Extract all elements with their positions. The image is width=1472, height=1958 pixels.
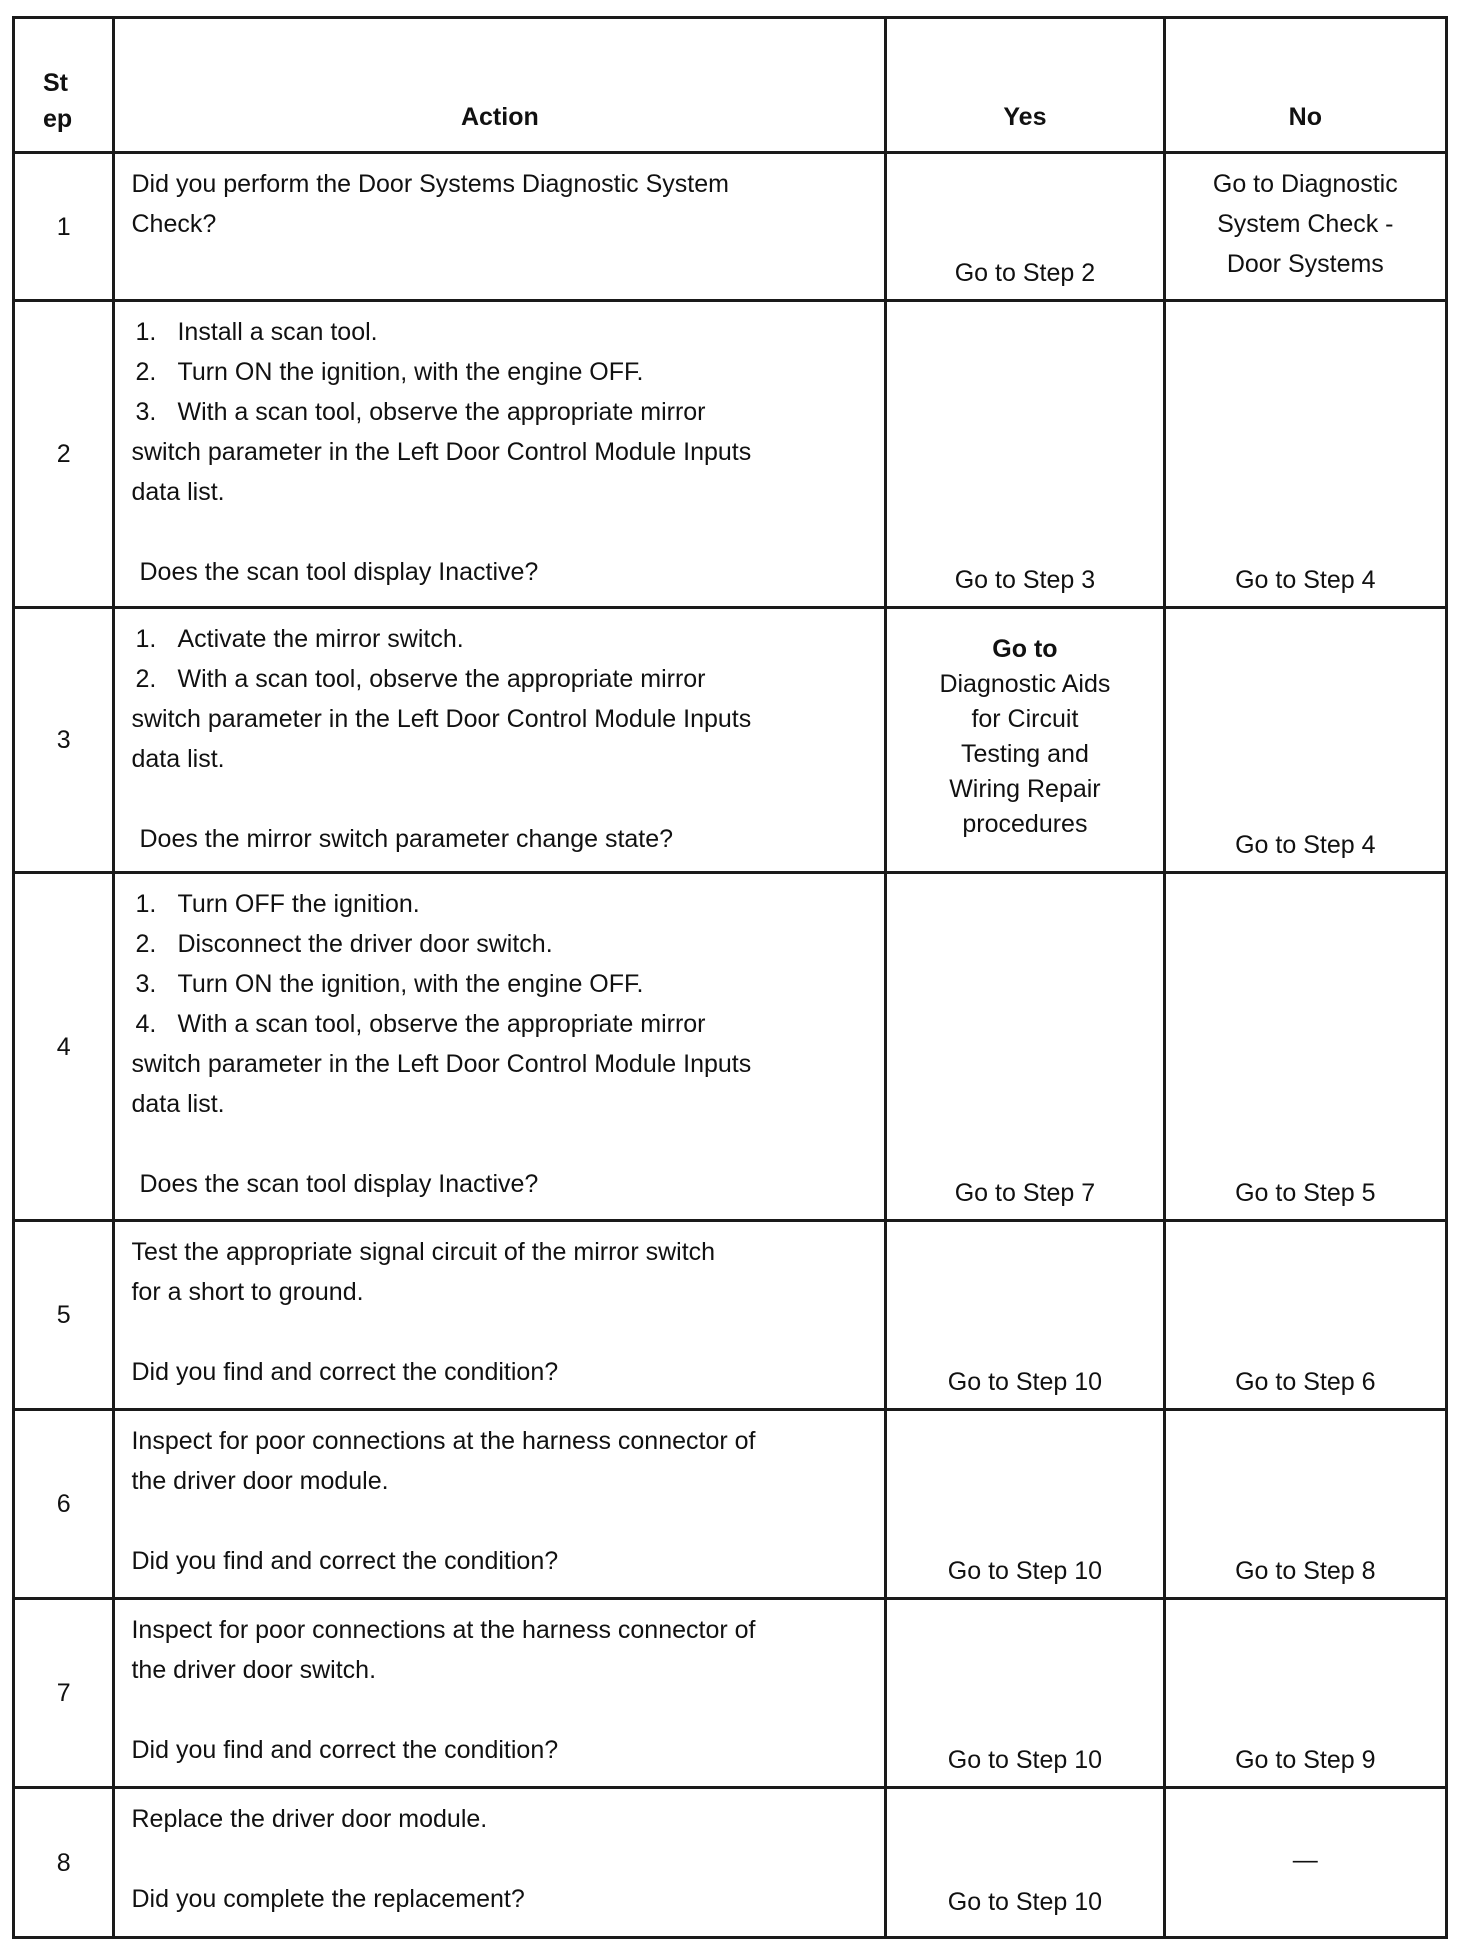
no-cell: —	[1164, 1788, 1446, 1938]
step-number: 8	[14, 1788, 114, 1938]
action-text: Replace the driver door module.	[131, 1805, 488, 1833]
yes-cell: Go to Step 7	[886, 873, 1164, 1221]
table-row	[14, 153, 1447, 301]
header-row	[14, 18, 1447, 153]
action-item: 3. With a scan tool, observe the appropriate mirror	[135, 398, 706, 426]
action-item: 4. With a scan tool, observe the appropriate mirror	[135, 1010, 706, 1038]
action-item: 2. Disconnect the driver door switch.	[135, 930, 553, 958]
yes-text: Testing and	[960, 740, 1089, 768]
yes-cell: Go to Step 3	[886, 301, 1164, 608]
table-row	[14, 1788, 1447, 1938]
step-number: 2	[14, 301, 114, 608]
yes-cell: Go to Step 2	[886, 153, 1164, 301]
action-text: data list.	[131, 745, 225, 773]
no-text: System Check -	[1217, 210, 1394, 238]
no-cell: Go to Step 8	[1164, 1410, 1446, 1599]
action-question: Did you find and correct the condition?	[131, 1547, 559, 1575]
header-yes: Yes	[886, 18, 1164, 153]
action-text: the driver door switch.	[131, 1656, 377, 1684]
action-cell	[114, 1410, 886, 1599]
action-cell	[114, 608, 886, 873]
step-number: 6	[14, 1410, 114, 1599]
diagnostic-table	[12, 16, 1448, 1939]
step-number: 1	[14, 153, 114, 301]
header-step-line2: ep	[43, 105, 73, 133]
action-cell	[114, 873, 886, 1221]
action-text: Did you perform the Door Systems Diagnostic System	[131, 170, 729, 198]
table-row	[14, 1599, 1447, 1788]
yes-text: procedures	[962, 810, 1088, 838]
action-text: Test the appropriate signal circuit of the mirror switch	[131, 1238, 716, 1266]
action-text: for a short to ground.	[131, 1278, 364, 1306]
action-cell	[114, 301, 886, 608]
action-text: Inspect for poor connections at the harness connector of	[131, 1427, 756, 1455]
action-cell	[114, 153, 886, 301]
no-cell: Go to Step 4	[1164, 608, 1446, 873]
action-question: Does the scan tool display Inactive?	[139, 558, 539, 586]
action-question: Does the scan tool display Inactive?	[139, 1170, 539, 1198]
action-item: 1. Turn OFF the ignition.	[135, 890, 420, 918]
table-row	[14, 1410, 1447, 1599]
action-item: 2. With a scan tool, observe the appropriate mirror	[135, 665, 706, 693]
yes-cell	[886, 608, 1164, 873]
action-question: Did you complete the replacement?	[131, 1885, 525, 1913]
table-row	[14, 873, 1447, 1221]
action-text: the driver door module.	[131, 1467, 389, 1495]
table-row	[14, 301, 1447, 608]
table-row	[14, 1221, 1447, 1410]
action-item: 1. Install a scan tool.	[135, 318, 378, 346]
no-text: Go to Diagnostic	[1212, 170, 1398, 198]
action-text: Check?	[131, 210, 217, 238]
action-cell	[114, 1221, 886, 1410]
action-question: Did you find and correct the condition?	[131, 1358, 559, 1386]
action-text: data list.	[131, 478, 225, 506]
no-cell	[1164, 153, 1446, 301]
action-item: 3. Turn ON the ignition, with the engine OFF.	[135, 970, 644, 998]
no-cell: Go to Step 5	[1164, 873, 1446, 1221]
yes-cell: Go to Step 10	[886, 1788, 1164, 1938]
action-text: switch parameter in the Left Door Control Module Inputs	[131, 438, 752, 466]
header-no: No	[1164, 18, 1446, 153]
step-number: 4	[14, 873, 114, 1221]
no-cell: Go to Step 4	[1164, 301, 1446, 608]
no-text: Door Systems	[1226, 250, 1384, 278]
action-question: Did you find and correct the condition?	[131, 1736, 559, 1764]
no-cell: Go to Step 9	[1164, 1599, 1446, 1788]
yes-text: for Circuit	[971, 705, 1079, 733]
action-question: Does the mirror switch parameter change state?	[139, 825, 674, 853]
header-step-line1: St	[43, 69, 68, 97]
action-cell	[114, 1788, 886, 1938]
action-text: Inspect for poor connections at the harness connector of	[131, 1616, 756, 1644]
yes-cell: Go to Step 10	[886, 1221, 1164, 1410]
yes-text: Go to	[992, 635, 1058, 663]
header-action: Action	[114, 18, 886, 153]
action-item: 1. Activate the mirror switch.	[135, 625, 464, 653]
action-cell	[114, 1599, 886, 1788]
header-step	[14, 18, 114, 153]
action-text: switch parameter in the Left Door Control Module Inputs	[131, 1050, 752, 1078]
action-text: data list.	[131, 1090, 225, 1118]
action-text: switch parameter in the Left Door Control Module Inputs	[131, 705, 752, 733]
yes-text: Diagnostic Aids	[939, 670, 1111, 698]
step-number: 3	[14, 608, 114, 873]
yes-cell: Go to Step 10	[886, 1599, 1164, 1788]
yes-text: Wiring Repair	[949, 775, 1101, 803]
action-item: 2. Turn ON the ignition, with the engine OFF.	[135, 358, 644, 386]
no-cell: Go to Step 6	[1164, 1221, 1446, 1410]
table-row	[14, 608, 1447, 873]
step-number: 7	[14, 1599, 114, 1788]
step-number: 5	[14, 1221, 114, 1410]
yes-cell: Go to Step 10	[886, 1410, 1164, 1599]
